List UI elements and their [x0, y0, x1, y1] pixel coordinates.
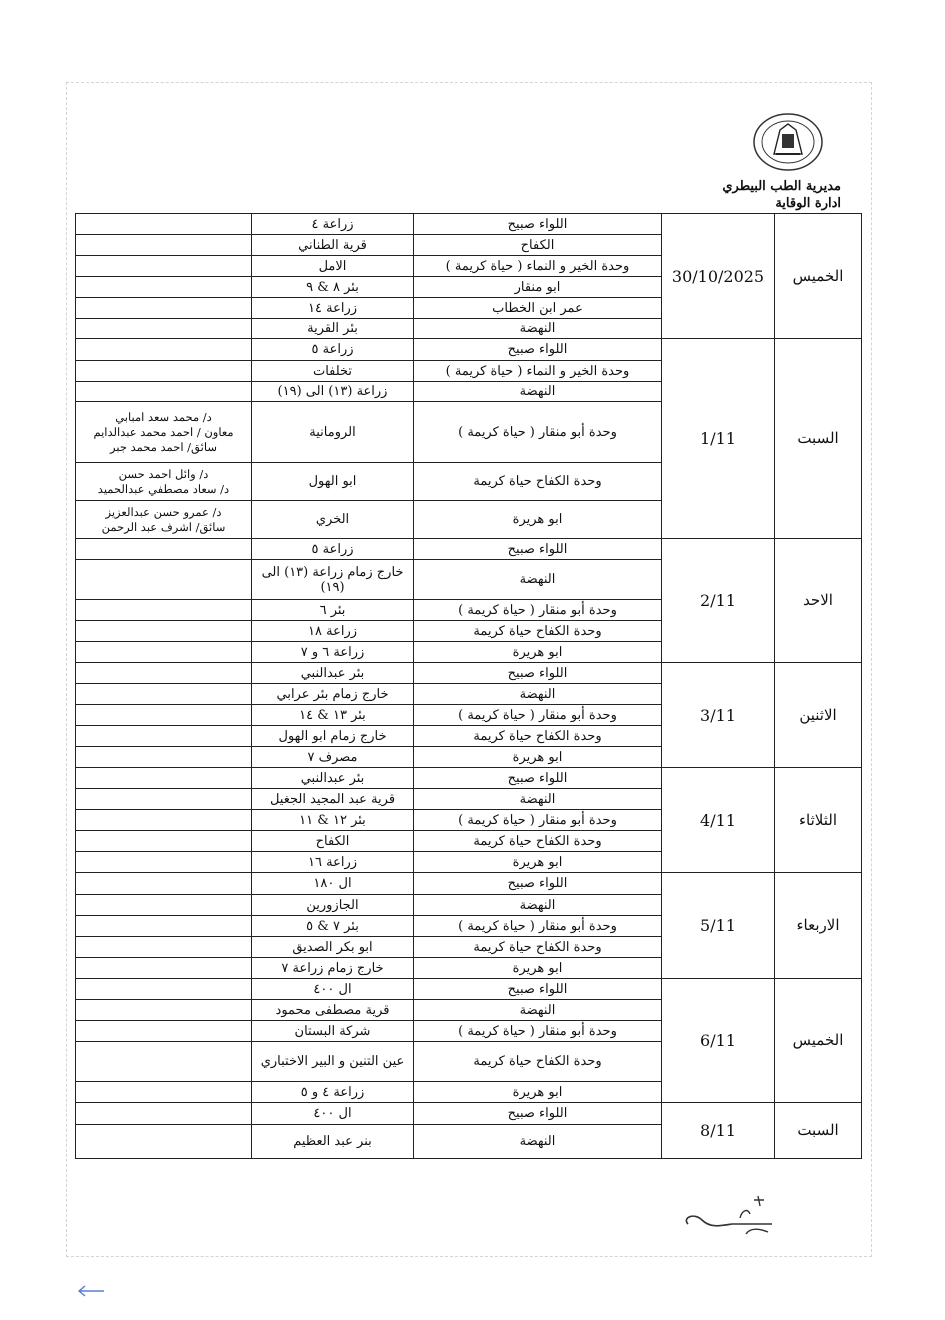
location-cell: قرية الطناني	[252, 235, 414, 256]
date-cell: 1/11	[662, 339, 775, 539]
staff-cell	[76, 684, 252, 705]
date-cell: 2/11	[662, 539, 775, 663]
date-cell: 4/11	[662, 768, 775, 873]
location-cell: زراعة ١٤	[252, 298, 414, 319]
unit-cell: ابو هريرة	[414, 501, 662, 539]
unit-cell: النهضة	[414, 1000, 662, 1021]
staff-cell	[76, 663, 252, 684]
unit-cell: وحدة أبو منقار ( حياة كريمة )	[414, 1021, 662, 1042]
location-cell: خارج زمام ابو الهول	[252, 726, 414, 747]
staff-line: د/ سعاد مصطفي عبدالحميد	[97, 481, 230, 496]
unit-cell: اللواء صبيح	[414, 768, 662, 789]
day-cell: السبت	[775, 339, 862, 539]
staff-cell	[76, 463, 252, 501]
unit-cell: وحدة الكفاح حياة كريمة	[414, 463, 662, 501]
staff-cell	[76, 958, 252, 979]
staff-cell	[76, 361, 252, 382]
location-cell: الامل	[252, 256, 414, 277]
staff-cell	[76, 600, 252, 621]
unit-cell: النهضة	[414, 382, 662, 402]
date-cell: 3/11	[662, 663, 775, 768]
staff-cell	[76, 979, 252, 1000]
location-cell: تخلفات	[252, 361, 414, 382]
location-cell: بئر ٧ & ٥	[252, 916, 414, 937]
staff-cell	[76, 810, 252, 831]
unit-cell: النهضة	[414, 895, 662, 916]
directorate-logo	[752, 112, 824, 172]
table-row	[76, 1103, 862, 1125]
location-cell: بئر القرية	[252, 319, 414, 339]
location-cell: بئر ٨ & ٩	[252, 277, 414, 298]
day-cell: الاثنين	[775, 663, 862, 768]
staff-cell	[76, 1082, 252, 1103]
staff-cell	[76, 214, 252, 235]
date-cell: 5/11	[662, 873, 775, 979]
day-cell: السبت	[775, 1103, 862, 1159]
unit-cell: وحدة الكفاح حياة كريمة	[414, 831, 662, 852]
location-cell: الخري	[252, 501, 414, 539]
staff-cell	[76, 789, 252, 810]
staff-cell	[76, 402, 252, 463]
staff-cell	[76, 831, 252, 852]
staff-cell	[76, 895, 252, 916]
date-cell: 8/11	[662, 1103, 775, 1159]
staff-line: سائق/ اشرف عبد الرحمن	[101, 519, 226, 534]
staff-line: د/ وائل احمد حسن	[118, 466, 209, 481]
location-cell: بئر ١٣ & ١٤	[252, 705, 414, 726]
unit-cell: النهضة	[414, 319, 662, 339]
unit-cell: اللواء صبيح	[414, 663, 662, 684]
unit-cell: وحدة الكفاح حياة كريمة	[414, 937, 662, 958]
staff-cell	[76, 382, 252, 402]
location-cell: بئر عبدالنبي	[252, 663, 414, 684]
staff-cell	[76, 916, 252, 937]
staff-line: د/ محمد سعد امبابي	[115, 409, 212, 424]
unit-cell: اللواء صبيح	[414, 979, 662, 1000]
staff-cell	[76, 768, 252, 789]
location-cell: الرومانية	[252, 402, 414, 463]
table-row	[76, 214, 862, 235]
staff-cell	[76, 726, 252, 747]
unit-cell: عمر ابن الخطاب	[414, 298, 662, 319]
day-cell: الخميس	[775, 214, 862, 339]
location-cell: زراعة ١٨	[252, 621, 414, 642]
day-cell: الاحد	[775, 539, 862, 663]
location-cell: قرية مصطفى محمود	[252, 1000, 414, 1021]
location-cell: زراعة ٤ و ٥	[252, 1082, 414, 1103]
unit-cell: وحدة الخير و النماء ( حياة كريمة )	[414, 361, 662, 382]
org-name: مديرية الطب البيطري	[722, 179, 841, 194]
location-cell: ال ٤٠٠	[252, 979, 414, 1000]
day-cell: الاربعاء	[775, 873, 862, 979]
staff-cell	[76, 256, 252, 277]
table-row	[76, 539, 862, 560]
unit-cell: ابو هريرة	[414, 958, 662, 979]
location-cell: الجازورين	[252, 895, 414, 916]
unit-cell: وحدة أبو منقار ( حياة كريمة )	[414, 402, 662, 463]
location-cell: ال ١٨٠	[252, 873, 414, 895]
table-row	[76, 873, 862, 895]
unit-cell: اللواء صبيح	[414, 339, 662, 361]
unit-cell: اللواء صبيح	[414, 539, 662, 560]
location-cell: خارج زمام بئر عرابي	[252, 684, 414, 705]
unit-cell: اللواء صبيح	[414, 214, 662, 235]
unit-cell: وحدة الكفاح حياة كريمة	[414, 1042, 662, 1082]
unit-cell: الكفاح	[414, 235, 662, 256]
unit-cell: اللواء صبيح	[414, 873, 662, 895]
staff-cell	[76, 1000, 252, 1021]
unit-cell: ابو هريرة	[414, 747, 662, 768]
staff-cell	[76, 705, 252, 726]
staff-line: معاون / احمد محمد عبدالدايم	[93, 424, 234, 439]
staff-cell	[76, 747, 252, 768]
location-cell: خارج زمام زراعة ٧	[252, 958, 414, 979]
location-cell: قرية عبد المجيد الجغيل	[252, 789, 414, 810]
unit-cell: النهضة	[414, 560, 662, 600]
location-cell: عين التنين و البير الاختباري	[252, 1042, 414, 1082]
unit-cell: اللواء صبيح	[414, 1103, 662, 1125]
unit-cell: وحدة أبو منقار ( حياة كريمة )	[414, 916, 662, 937]
location-cell: بنر عبد العظيم	[252, 1125, 414, 1159]
unit-cell: النهضة	[414, 789, 662, 810]
staff-cell	[76, 539, 252, 560]
staff-cell	[76, 298, 252, 319]
location-cell: زراعة (١٣) الى (١٩)	[252, 382, 414, 402]
table-row	[76, 768, 862, 789]
date-cell: 6/11	[662, 979, 775, 1103]
unit-cell: النهضة	[414, 684, 662, 705]
unit-cell: وحدة الخير و النماء ( حياة كريمة )	[414, 256, 662, 277]
location-cell: بئر ١٢ & ١١	[252, 810, 414, 831]
staff-line: د/ عمرو حسن عبدالعزيز	[105, 504, 222, 519]
org-header	[722, 178, 841, 212]
location-cell: شركة البستان	[252, 1021, 414, 1042]
signature-mark	[680, 1190, 780, 1250]
staff-cell	[76, 642, 252, 663]
staff-cell	[76, 1103, 252, 1125]
location-cell: مصرف ٧	[252, 747, 414, 768]
location-cell: بئر عبدالنبي	[252, 768, 414, 789]
location-cell: خارج زمام زراعة (١٣) الى (١٩)	[252, 560, 414, 600]
staff-line: سائق/ احمد محمد جبر	[110, 439, 217, 454]
unit-cell: ابو هريرة	[414, 1082, 662, 1103]
staff-cell	[76, 235, 252, 256]
unit-cell: ابو منقار	[414, 277, 662, 298]
table-row	[76, 979, 862, 1000]
staff-cell	[76, 852, 252, 873]
staff-cell	[76, 937, 252, 958]
unit-cell: وحدة أبو منقار ( حياة كريمة )	[414, 810, 662, 831]
unit-cell: ابو هريرة	[414, 642, 662, 663]
location-cell: زراعة ٥	[252, 339, 414, 361]
staff-cell	[76, 1125, 252, 1159]
staff-cell	[76, 621, 252, 642]
unit-cell: ابو هريرة	[414, 852, 662, 873]
table-row	[76, 339, 862, 361]
date-cell: 30/10/2025	[662, 214, 775, 339]
location-cell: زراعة ٤	[252, 214, 414, 235]
arrow-left-icon	[76, 1284, 106, 1298]
location-cell: زراعة ٦ و ٧	[252, 642, 414, 663]
table-row	[76, 663, 862, 684]
staff-cell	[76, 501, 252, 539]
day-cell: الخميس	[775, 979, 862, 1103]
dept-name: ادارة الوقاية	[775, 196, 841, 211]
location-cell: زراعة ١٦	[252, 852, 414, 873]
unit-cell: وحدة أبو منقار ( حياة كريمة )	[414, 705, 662, 726]
location-cell: ابو الهول	[252, 463, 414, 501]
schedule-table	[75, 213, 862, 1159]
location-cell: ابو بكر الصديق	[252, 937, 414, 958]
staff-cell	[76, 873, 252, 895]
unit-cell: النهضة	[414, 1125, 662, 1159]
location-cell: زراعة ٥	[252, 539, 414, 560]
location-cell: ال ٤٠٠	[252, 1103, 414, 1125]
staff-cell	[76, 1042, 252, 1082]
staff-cell	[76, 339, 252, 361]
location-cell: بئر ٦	[252, 600, 414, 621]
staff-cell	[76, 277, 252, 298]
staff-cell	[76, 1021, 252, 1042]
staff-cell	[76, 319, 252, 339]
unit-cell: وحدة الكفاح حياة كريمة	[414, 621, 662, 642]
location-cell: الكفاح	[252, 831, 414, 852]
day-cell: الثلاثاء	[775, 768, 862, 873]
staff-cell	[76, 560, 252, 600]
unit-cell: وحدة الكفاح حياة كريمة	[414, 726, 662, 747]
unit-cell: وحدة أبو منقار ( حياة كريمة )	[414, 600, 662, 621]
